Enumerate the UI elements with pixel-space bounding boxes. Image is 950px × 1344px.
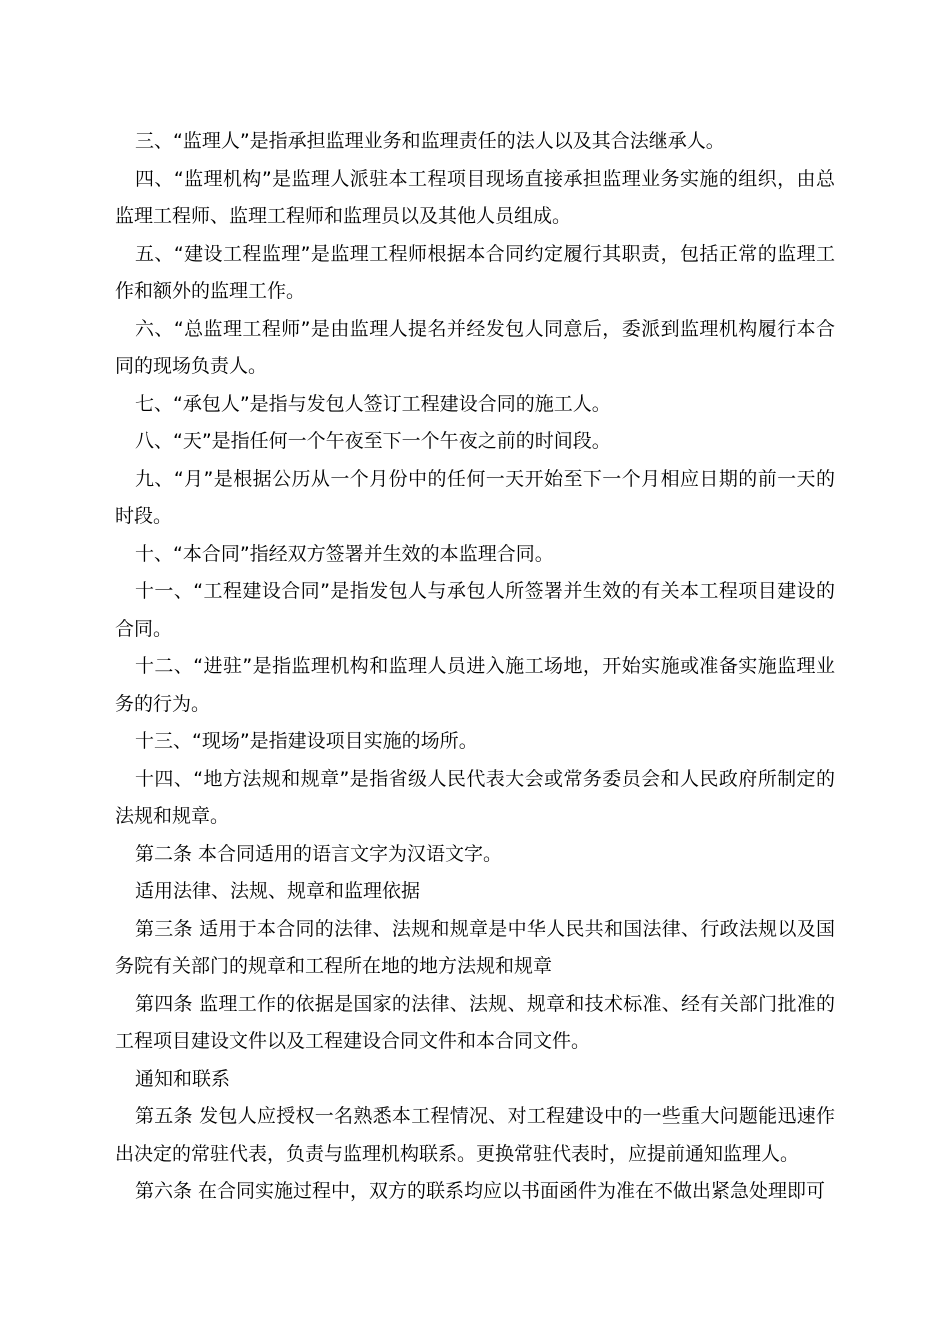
paragraph-definition-4: 四、“监理机构”是监理人派驻本工程项目现场直接承担监理业务实施的组织，由总监理工程师、监理工程师和监理员以及其他人员组成。 (115, 167, 835, 227)
paragraph-definition-3: 三、“监理人”是指承担监理业务和监理责任的法人以及其合法继承人。 (135, 130, 725, 152)
paragraph-definition-5: 五、“建设工程监理”是监理工程师根据本合同约定履行其职责，包括正常的监理工作和额外的监理工作。 (115, 242, 835, 302)
paragraph-definition-7: 七、“承包人”是指与发包人签订工程建设合同的施工人。 (135, 392, 611, 415)
paragraph-article-3: 第三条 适用于本合同的法律、法规和规章是中华人民共和国法律、行政法规以及国务院有关部门的规章和工程所在地的地方法规和规章 (115, 917, 835, 977)
section-heading-applicable-law: 适用法律、法规、规章和监理依据 (135, 880, 421, 902)
paragraph-definition-14: 十四、“地方法规和规章”是指省级人民代表大会或常务委员会和人民政府所制定的法规和规章。 (115, 767, 835, 827)
paragraph-definition-11: 十一、“工程建设合同”是指发包人与承包人所签署并生效的有关本工程项目建设的合同。 (115, 580, 835, 640)
paragraph-definition-6: 六、“总监理工程师”是由监理人提名并经发包人同意后，委派到监理机构履行本合同的现场负责人。 (115, 317, 835, 377)
paragraph-definition-9: 九、“月”是根据公历从一个月份中的任何一天开始至下一个月相应日期的前一天的时段。 (115, 467, 835, 527)
section-heading-notice-contact: 通知和联系 (135, 1067, 231, 1090)
paragraph-definition-13: 十三、“现场”是指建设项目实施的场所。 (135, 730, 478, 752)
paragraph-definition-8: 八、“天”是指任何一个午夜至下一个午夜之前的时间段。 (135, 430, 611, 452)
paragraph-article-4: 第四条 监理工作的依据是国家的法律、法规、规章和技术标准、经有关部门批准的工程项目建设文件以及工程建设合同文件和本合同文件。 (115, 992, 835, 1052)
paragraph-article-6: 第六条 在合同实施过程中，双方的联系均应以书面函件为准在不做出紧急处理即可 (135, 1180, 826, 1202)
paragraph-article-5: 第五条 发包人应授权一名熟悉本工程情况、对工程建设中的一些重大问题能迅速作出决定的常驻代表，负责与监理机构联系。更换常驻代表时，应提前通知监理人。 (115, 1105, 835, 1165)
paragraph-article-2: 第二条 本合同适用的语言文字为汉语文字。 (135, 842, 503, 865)
paragraph-definition-10: 十、“本合同”指经双方签署并生效的本监理合同。 (135, 542, 554, 565)
paragraph-definition-12: 十二、“进驻”是指监理机构和监理人员进入施工场地，开始实施或准备实施监理业务的行为。 (115, 655, 835, 715)
document-page (115, 123, 835, 1211)
